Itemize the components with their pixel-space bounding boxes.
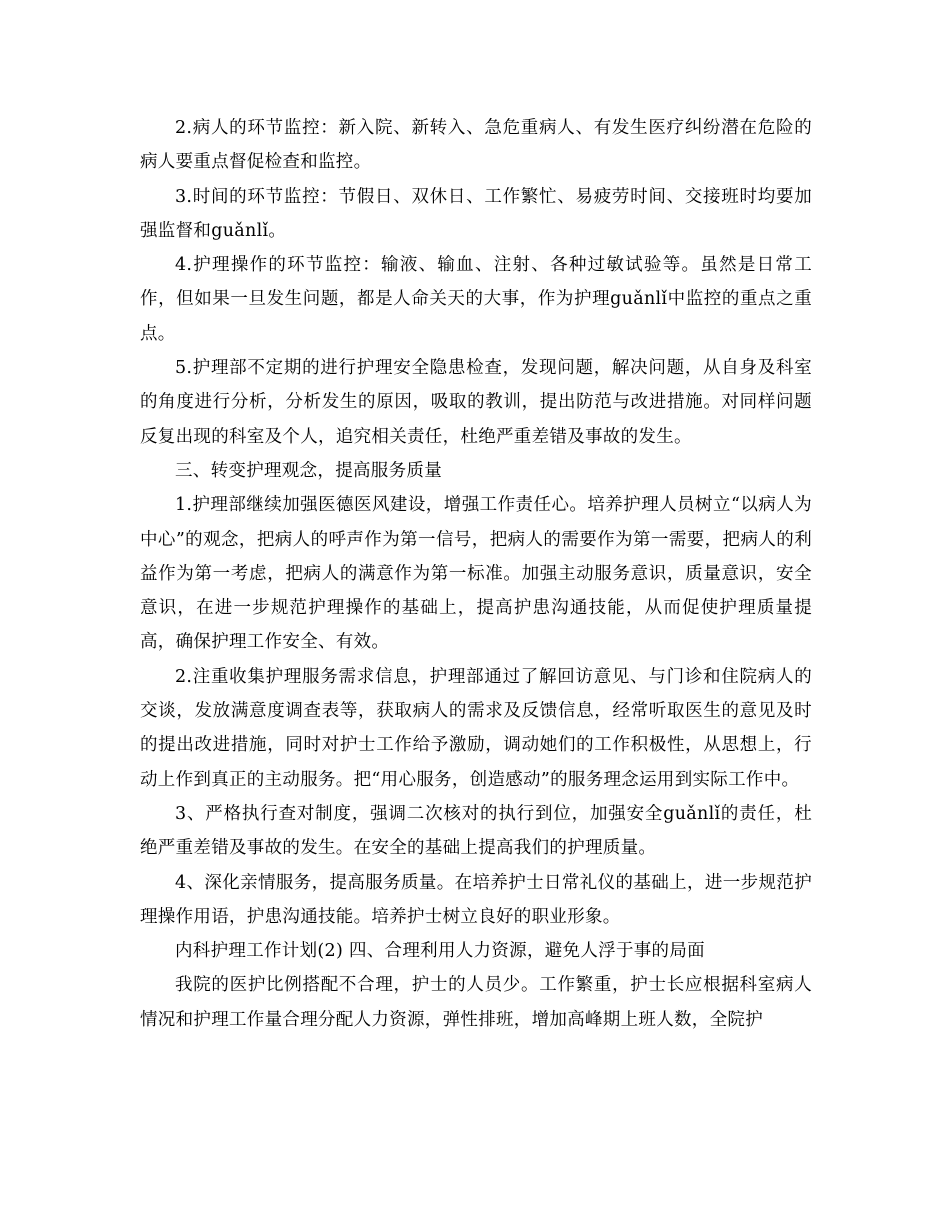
paragraph-check-system: 3、严格执行查对制度，强调二次核对的执行到位，加强安全guǎnlǐ的责任，杜绝严重差错及事故的发生。在安全的基础上提高我们的护理质量。 [140, 803, 812, 859]
section-heading-human-resources: 内科护理工作计划(2) 四、合理利用人力资源，避免人浮于事的局面 [175, 941, 705, 962]
paragraph-ethics-building: 1.护理部继续加强医德医风建设，增强工作责任心。培养护理人员树立“以病人为中心”的观念，把病人的呼声作为第一信号，把病人的需要作为第一需要，把病人的利益作为第一考虑，把病人的满意作为第一标准。加强主动服务意识，质量意识，安全意识，在进一步规范护理操作的基础上，提高护患沟通技能，从而促使护理质量提高，确保护理工作安全、有效。 [140, 495, 812, 653]
paragraph-caring-service: 4、深化亲情服务，提高服务质量。在培养护士日常礼仪的基础上，进一步规范护理操作用语，护患沟通技能。培养护士树立良好的职业形象。 [140, 872, 812, 927]
paragraph-time-monitoring: 3.时间的环节监控：节假日、双休日、工作繁忙、易疲劳时间、交接班时均要加强监督和guǎnlǐ。 [140, 186, 812, 241]
paragraph-patient-monitoring: 2.病人的环节监控：新入院、新转入、急危重病人、有发生医疗纠纷潜在危险的病人要重点督促检查和监控。 [140, 118, 812, 173]
paragraph-staffing: 我院的医护比例搭配不合理，护士的人员少。工作繁重，护士长应根据科室病人情况和护理工作量合理分配人力资源，弹性排班，增加高峰期上班人数，全院护 [140, 975, 812, 1030]
paragraph-operation-monitoring: 4.护理操作的环节监控：输液、输血、注射、各种过敏试验等。虽然是日常工作，但如果一旦发生问题，都是人命关天的大事，作为护理guǎnlǐ中监控的重点之重点。 [140, 255, 812, 344]
paragraph-feedback-collection: 2.注重收集护理服务需求信息，护理部通过了解回访意见、与门诊和住院病人的交谈，发放满意度调查表等，获取病人的需求及反馈信息，经常听取医生的意见及时的提出改进措施，同时对护士工作给予激励，调动她们的工作积极性，从思想上，行动上作到真正的主动服务。把“用心服务，创造感动”的服务理念运用到实际工作中。 [140, 666, 812, 790]
document-body [140, 111, 812, 1037]
section-heading-service-quality: 三、转变护理观念，提高服务质量 [175, 460, 442, 481]
paragraph-safety-inspection: 5.护理部不定期的进行护理安全隐患检查，发现问题，解决问题，从自身及科室的角度进行分析，分析发生的原因，吸取的教训，提出防范与改进措施。对同样问题反复出现的科室及个人，追究相关责任，杜绝严重差错及事故的发生。 [140, 358, 812, 447]
